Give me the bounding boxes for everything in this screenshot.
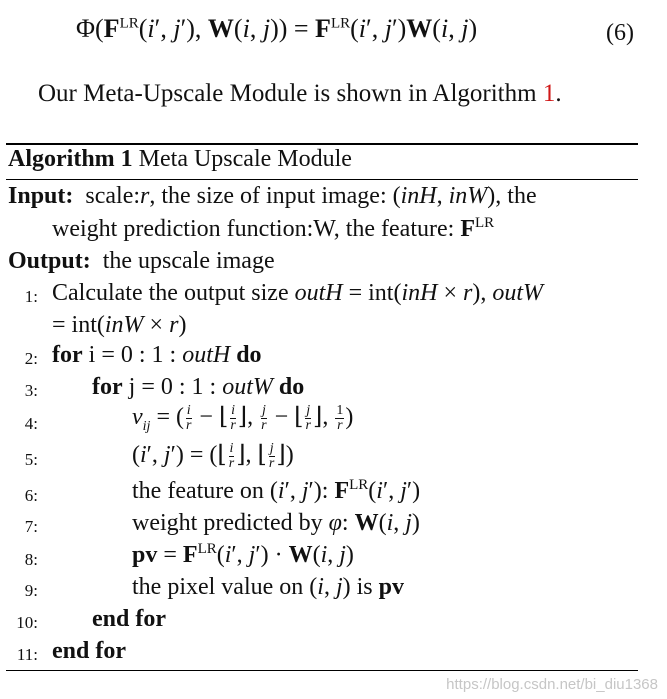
line-number: 1: xyxy=(24,287,38,306)
output-text: the upscale image xyxy=(102,248,275,274)
algorithm-line-5: (i′, j′) = (⌊ $\frac{i}{r}$ ⌋, ⌊ $\frac{j}{r}$ ⌋) xyxy=(132,440,294,471)
line-number: 3: xyxy=(24,381,38,400)
input-line-2: weight prediction function:W, the feature: $F^{LR}$ xyxy=(52,215,495,242)
algorithm-top-rule xyxy=(6,143,638,145)
output-line xyxy=(8,248,275,275)
algorithm-title xyxy=(8,146,352,173)
algorithm-line-11: end for xyxy=(52,638,126,664)
algorithm-line-3: for j = 0 : 1 : outW do xyxy=(92,374,305,400)
algorithm-line-6: the feature on (i′, j′): $F^{LR}(i'$, j′) xyxy=(132,477,421,504)
line-number: 9: xyxy=(24,581,38,600)
equation-6: $\Phi(F^{LR}(i'$, j′), W(i, $j)) = F^{LR}(i'$, j′)W(i, j) xyxy=(76,14,478,43)
intro-sentence xyxy=(38,80,562,108)
line-number: 6: xyxy=(24,486,38,505)
watermark: https://blog.csdn.net/bi_diu1368 xyxy=(446,676,658,693)
output-label: Output: xyxy=(8,248,91,274)
equation-number: (6) xyxy=(606,20,634,46)
line-number: 7: xyxy=(24,517,38,536)
line-number: 10: xyxy=(16,613,38,632)
algorithm-line-4: $v_{ij}$ = ( $\frac{i}{r}$ − ⌊ $\frac{i}{r}$ ⌋, $\frac{j}{r}$ − ⌊ $\frac{j}{r}$ ⌋, $\frac{1}{r}$ ) xyxy=(132,402,354,434)
algorithm-ref-link[interactable]: 1 xyxy=(542,80,556,107)
line-number: 11: xyxy=(16,645,38,664)
line-number: 2: xyxy=(24,349,38,368)
algorithm-label: Algorithm 1 xyxy=(8,146,133,172)
algorithm-line-9: the pixel value on (i, j) is pv xyxy=(132,574,404,600)
algorithm-line-7: weight predicted by φ: W(i, j) xyxy=(132,510,420,536)
algorithm-title-rule xyxy=(6,179,638,180)
algorithm-line-1-cont: = int(inW × r) xyxy=(52,312,187,338)
algorithm-line-8: pv = $F^{LR}(i'$, j′) · W(i, j) xyxy=(132,541,354,568)
input-label: Input: xyxy=(8,183,74,209)
intro-text: Our Meta-Upscale Module is shown in Algorithm xyxy=(38,80,543,107)
algorithm-line-1: Calculate the output size outH = int(inH × r), outW xyxy=(52,280,544,306)
input-line-1: Input: scale:r, the size of input image: (inH, inW), the xyxy=(8,183,537,209)
algorithm-line-2: for i = 0 : 1 : outH do xyxy=(52,342,262,368)
line-number: 8: xyxy=(24,550,38,569)
line-number: 5: xyxy=(24,450,38,469)
algorithm-line-10: end for xyxy=(92,606,166,632)
intro-period: . xyxy=(555,80,562,107)
line-number: 4: xyxy=(24,414,38,433)
algorithm-bottom-rule xyxy=(6,670,638,671)
algorithm-name: Meta Upscale Module xyxy=(138,146,352,172)
